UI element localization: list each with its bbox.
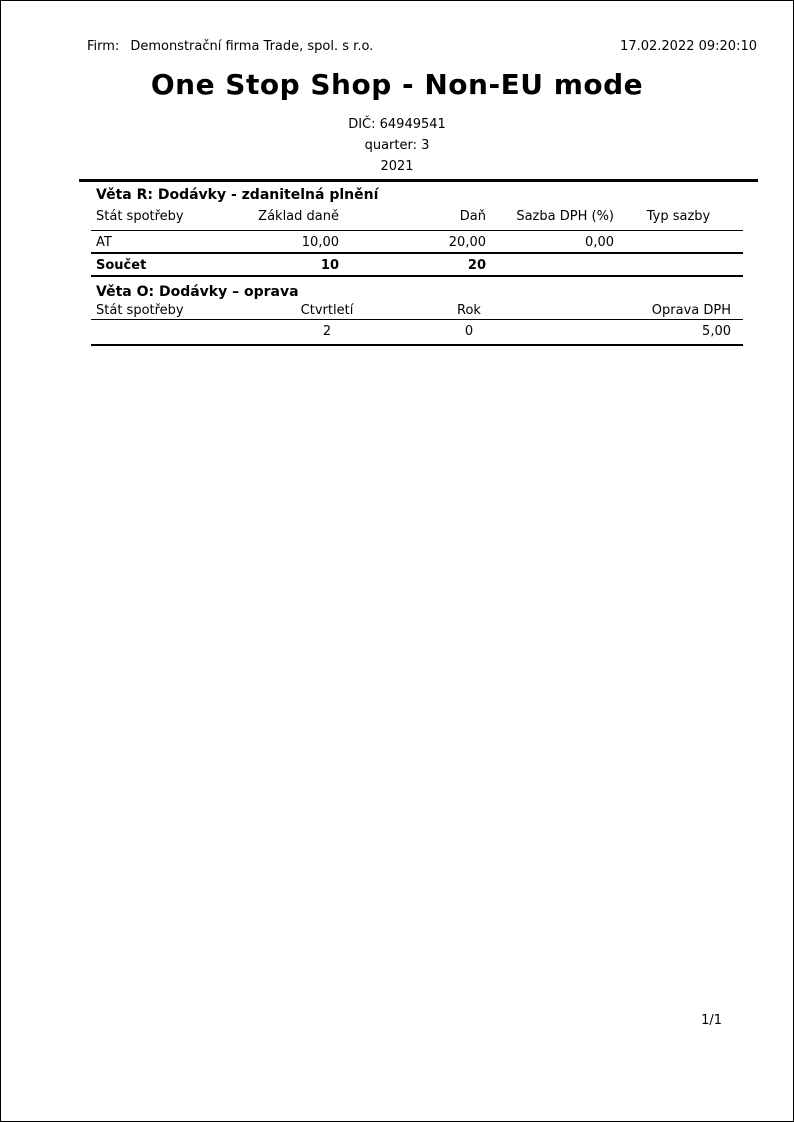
cell-year: 0	[464, 324, 474, 339]
firm-name: Demonstrační firma Trade, spol. s r.o.	[130, 39, 374, 54]
report-datetime: 17.02.2022 09:20:10	[620, 39, 757, 54]
quarter-line	[1, 138, 793, 153]
quarter-value: 3	[421, 138, 430, 153]
total-tax: 20	[467, 258, 486, 273]
total-row	[91, 258, 743, 274]
section-divider	[91, 275, 743, 277]
cell-tax-base: 10,00	[301, 235, 339, 250]
header-divider	[79, 179, 758, 182]
column-header: Oprava DPH	[651, 303, 731, 318]
dic-line	[1, 117, 793, 132]
year-line: 2021	[380, 159, 414, 174]
table-rule	[91, 230, 743, 231]
section-o-title: Věta O: Dodávky – oprava	[96, 284, 299, 300]
firm-label: Firm:	[87, 39, 120, 54]
section-r-column-headers	[91, 209, 743, 225]
dic-value: 64949541	[379, 117, 446, 132]
column-header: Čtvrtletí	[300, 303, 354, 318]
total-vat-rate	[486, 258, 614, 274]
report-title: One Stop Shop - Non-EU mode	[150, 68, 644, 101]
firm-line	[87, 39, 373, 54]
cell-vat-rate: 0,00	[585, 235, 614, 250]
column-header: Stát spotřeby	[96, 303, 184, 318]
page-number: 1/1	[701, 1013, 722, 1028]
column-header: Rok	[457, 303, 481, 318]
quarter-label: quarter:	[364, 138, 417, 153]
section-r-title: Věta R: Dodávky - zdanitelná plnění	[96, 187, 379, 203]
cell-state	[91, 324, 251, 340]
total-label: Součet	[96, 258, 147, 273]
table-rule	[91, 344, 743, 346]
cell-state: AT	[96, 235, 112, 250]
table-rule	[91, 252, 743, 254]
column-header: Sazba DPH (%)	[516, 209, 614, 224]
column-header: Typ sazby	[646, 209, 711, 224]
cell-quarter: 2	[322, 324, 332, 339]
table-row	[91, 324, 743, 340]
cell-rate-type	[614, 235, 743, 251]
column-header: Daň	[459, 209, 486, 224]
table-row	[91, 235, 743, 251]
total-rate-type	[614, 258, 743, 274]
total-tax-base: 10	[320, 258, 339, 273]
table-rule	[91, 319, 743, 320]
column-header: Stát spotřeby	[96, 209, 184, 224]
document-header	[87, 39, 757, 54]
section-o-column-headers	[91, 303, 743, 319]
dic-label: DIČ:	[348, 117, 376, 132]
cell-tax: 20,00	[448, 235, 486, 250]
column-header: Základ daně	[258, 209, 339, 224]
cell-vat-correction: 5,00	[702, 324, 731, 339]
